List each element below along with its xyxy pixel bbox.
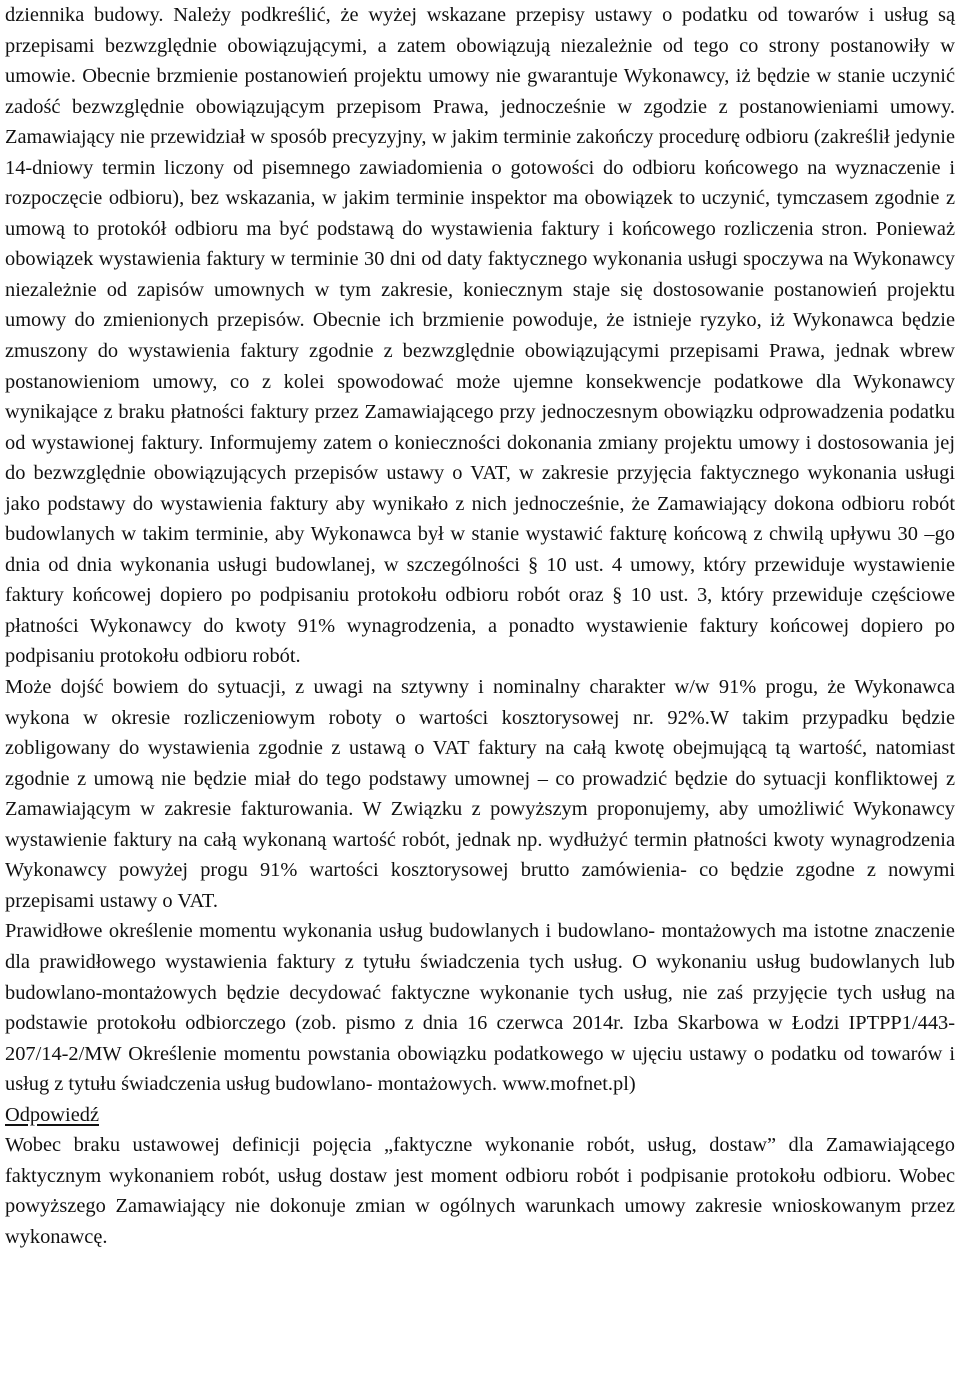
paragraph-service-completion-moment: Prawidłowe określenie momentu wykonania usług budowlanych i budowlano- montażowych ma istotne znaczenie dla prawidłowego wystawienia faktury z tytułu świadczenia tych usług. O wykonaniu usług budowlanych lub budowlano-montażowych będzie decydować faktyczne wykonanie tych usług, nie zaś przyjęcie tych usług na podstawie protokołu odbiorczego (zob. pismo z dnia 16 czerwca 2014r. Izba Skarbowa w Łodzi IPTPP1/443-207/14-2/MW Określenie momentu powstania obowiązku podatkowego w ujęciu ustawy o podatku od towarów i usług z tytułu świadczenia usług budowlano- montażowych. www.mofnet.pl)	[5, 920, 955, 1096]
answer-paragraph: Wobec braku ustawowej definicji pojęcia „faktyczne wykonanie robót, usług, dostaw” dla Zamawiającego faktycznym wykonaniem robót, usług dostaw jest moment odbioru robót i podpisanie protokołu odbioru. Wobec powyższego Zamawiający nie dokonuje zmian w ogólnych warunkach umowy zakresie wnioskowanym przez wykonawcę.	[5, 1134, 955, 1248]
paragraph-91-percent-threshold: Może dojść bowiem do sytuacji, z uwagi na sztywny i nominalny charakter w/w 91% progu, że Wykonawca wykona w okresie rozliczeniowym roboty o wartości kosztorysowej nr. 92%.W takim przypadku będzie zobligowany do wystawienia zgodnie z ustawą o VAT faktury na całą kwotę obejmującą tą wartość, natomiast zgodnie z umową nie będzie miał do tego podstawy umownej – co prowadzić będzie do sytuacji konfliktowej z Zamawiającym w zakresie fakturowania. W Związku z powyższym proponujemy, aby umożliwić Wykonawcy wystawienie faktury na całą wykonaną wartość robót, jednak np. wydłużyć termin płatności kwoty wynagrodzenia Wykonawcy powyżej progu 91% wartości kosztorysowej brutto zamówienia- co będzie zgodne z nowymi przepisami ustawy o VAT.	[5, 676, 955, 912]
paragraph-vat-invoicing: dziennika budowy. Należy podkreślić, że wyżej wskazane przepisy ustawy o podatku od towarów i usług są przepisami bezwzględnie obowiązującymi, a zatem obowiązują niezależnie od tego co strony postanowiły w umowie. Obecnie brzmienie postanowień projektu umowy nie gwarantuje Wykonawcy, iż będzie w stanie uczynić zadość bezwzględnie obowiązującym przepisom Prawa, jednocześnie w zgodzie z postanowieniami umowy. Zamawiający nie przewidział w sposób precyzyjny, w jakim terminie zakończy procedurę odbioru (zakreślił jedynie 14-dniowy termin liczony od pisemnego zawiadomienia o gotowości do odbioru końcowego na wyznaczenie i rozpoczęcie odbioru), bez wskazania, w jakim terminie inspektor ma obowiązek to uczynić, tymczasem zgodnie z umową to protokół odbioru ma być podstawą do wystawienia faktury i końcowego rozliczenia stron. Ponieważ obowiązek wystawienia faktury w terminie 30 dni od daty faktycznego wykonania usługi spoczywa na Wykonawcy niezależnie od zapisów umownych w tym zakresie, koniecznym staje się dostosowanie postanowień projektu umowy do zmienionych przepisów. Obecnie ich brzmienie powoduje, że istnieje ryzyko, iż Wykonawca będzie zmuszony do wystawienia faktury zgodnie z bezwzględnie obowiązującymi przepisami Prawa, jednak wbrew postanowieniom umowy, co z kolei spowodować może ujemne konsekwencje podatkowe dla Wykonawcy wynikające z braku płatności faktury przez Zamawiającego przy jednoczesnym obowiązku odprowadzenia podatku od wystawionej faktury. Informujemy zatem o konieczności dokonania zmiany projektu umowy i dostosowania jej do bezwzględnie obowiązujących przepisów ustawy o VAT, w zakresie przyjęcia faktycznego wykonania usługi jako podstawy do wystawienia faktury aby wynikało z nich jednocześnie, że Zamawiający dokona odbioru robót budowlanych w takim terminie, aby Wykonawca był w stanie wystawić fakturę końcową z chwilą upływu 30 –go dnia od dnia wykonania usługi budowlanej, w szczególności § 10 ust. 4 umowy, który przewiduje wystawienie faktury końcowej dopiero po podpisaniu protokołu odbioru robót oraz § 10 ust. 3, który przewiduje częściowe płatności Wykonawcy do kwoty 91% wynagrodzenia, a ponadto wystawienie faktury końcowej dopiero po podpisaniu protokołu odbioru robót.	[5, 4, 955, 668]
answer-heading: Odpowiedź	[5, 1103, 99, 1126]
